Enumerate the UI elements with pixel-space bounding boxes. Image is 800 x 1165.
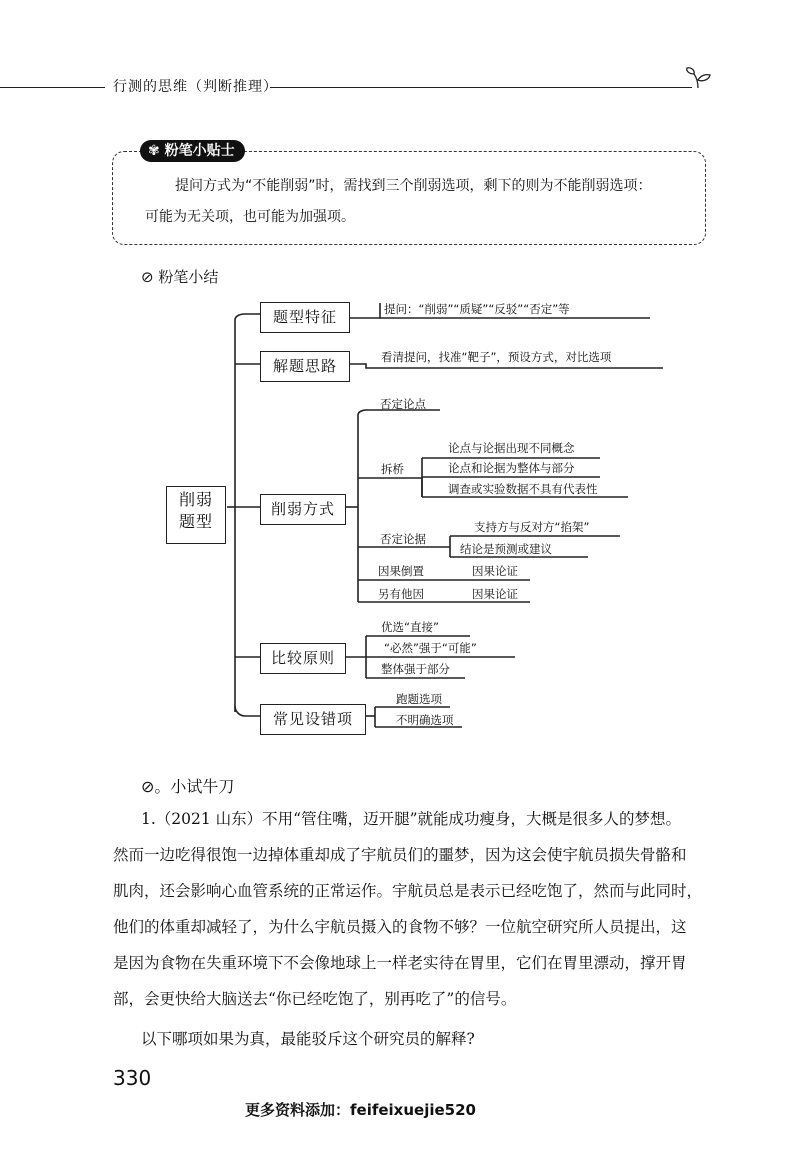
leaf-features: 提问：“削弱”“质疑”“反驳”“否定”等 [384, 302, 570, 316]
leaf-wrong-option-item: 跑题选项 [396, 692, 442, 706]
tip-line-2: 可能为无关项，也可能为加强项。 [145, 209, 355, 225]
leaf-other-cause: 另有他因 [378, 587, 424, 601]
branch-comparison: 比较原则 [260, 643, 346, 674]
leaf-split-item: 论点和论据为整体与部分 [448, 461, 575, 475]
mind-map-root [166, 486, 226, 544]
leaf-deny-evidence-item: 结论是预测或建议 [460, 542, 552, 556]
question-line: 部，会更快给大脑送去“你已经吃饱了，别再吃了”的信号。 [113, 990, 517, 1008]
branch-wrong-options: 常见设错项 [260, 704, 366, 735]
running-header-title: 行测的思维（判断推理） [113, 79, 278, 95]
leaf-comparison-item: 优选“直接” [381, 620, 439, 634]
leaf-split: 拆桥 [381, 462, 404, 476]
leaf-deny-evidence: 否定论据 [380, 532, 426, 546]
question-line: 是因为食物在失重环境下不会像地球上一样老实待在胃里，它们在胃里漂动，撑开胃 [113, 954, 687, 972]
question-line: 1.（2021 山东）不用“管住嘴，迈开腿”就能成功瘦身，大概是很多人的梦想。 [141, 810, 682, 828]
pen-icon: ⊘。 [141, 777, 171, 796]
leaf-split-item: 论点与论据出现不同概念 [448, 441, 575, 455]
leaf-comparison-item: “必然”强于“可能” [384, 641, 477, 655]
pen-icon: ⊘ [141, 268, 159, 286]
practice-heading [141, 774, 234, 797]
branch-features: 题型特征 [260, 302, 350, 333]
practice-heading-label: 小试牛刀 [170, 777, 235, 796]
leaf-reverse-item: 因果论证 [472, 564, 518, 578]
leaf-reverse: 因果倒置 [378, 564, 424, 578]
leaf-wrong-option-item: 不明确选项 [396, 713, 454, 727]
summary-heading-label: 粉笔小结 [158, 268, 219, 286]
page-number: 330 [113, 1066, 152, 1090]
branch-approach: 解题思路 [260, 351, 350, 382]
leaf-approach: 看清提问，找准“靶子”，预设方式，对比选项 [381, 350, 612, 364]
tip-tag-label: 粉笔小贴士 [164, 143, 235, 159]
tip-line-1: 提问方式为“不能削弱”时，需找到三个削弱选项，剩下的则为不能削弱选项： [175, 178, 652, 194]
question-line: 肌肉，还会影响心血管系统的正常运作。宇航员总是表示已经吃饱了，然而与此同时， [113, 882, 703, 900]
branch-methods: 削弱方式 [260, 494, 346, 525]
leaf-comparison-item: 整体强于部分 [381, 662, 450, 676]
leaf-deny-point: 否定论点 [380, 397, 426, 411]
leaf-other-cause-item: 因果论证 [472, 587, 518, 601]
footer-note: 更多资料添加：feifeixuejie520 [245, 1101, 476, 1119]
root-label: 削弱题型 [178, 490, 213, 531]
question-prompt: 以下哪项如果为真，最能驳斥这个研究员的解释? [141, 1030, 475, 1048]
leaf-deny-evidence-item: 支持方与反对方“掐架” [474, 520, 590, 534]
leaf-split-item: 调查或实验数据不具有代表性 [448, 482, 598, 496]
question-line: 他们的体重却减轻了，为什么宇航员摄入的食物不够？一位航空研究所人员提出，这 [113, 918, 687, 936]
question-line: 然而一边吃得很饱一边掉体重却成了宇航员们的噩梦，因为这会使宇航员损失骨骼和 [113, 846, 687, 864]
sprout-icon: ✾ [148, 143, 165, 159]
